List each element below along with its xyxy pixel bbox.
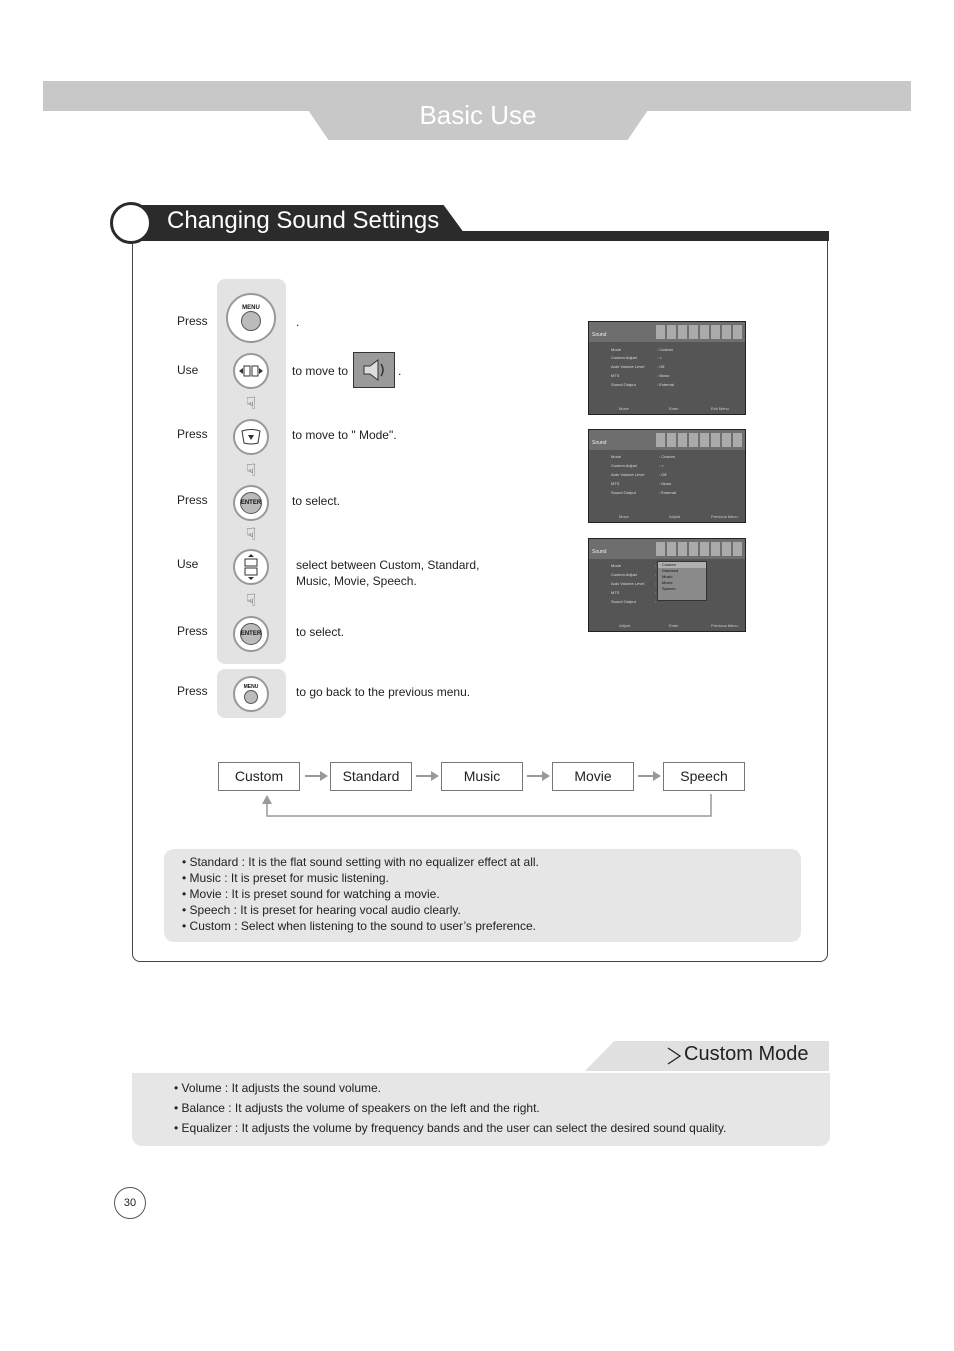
mode-box-music: Music xyxy=(441,762,523,791)
page-number: 30 xyxy=(114,1187,146,1219)
osd-screen-2 xyxy=(588,429,746,523)
up-down-button-icon xyxy=(233,549,269,585)
menu-button-knob xyxy=(244,690,258,704)
osd-row-label: Sound Output xyxy=(611,382,636,387)
osd-row-label: Custom Adjust xyxy=(611,463,637,468)
osd-row-value: : External xyxy=(659,490,676,495)
note-item: • Standard : It is the flat sound setting with no equalizer effect at all. xyxy=(182,855,539,869)
step-3-text: to move to " Mode". xyxy=(292,428,397,442)
note-item: • Music : It is preset for music listening. xyxy=(182,871,389,885)
osd-row-value: : Off xyxy=(657,364,665,369)
menu-button-icon xyxy=(226,293,276,343)
step-3-label: Press xyxy=(177,427,208,441)
custom-item: • Equalizer : It adjusts the volume by frequency bands and the user can select the desired sound quality. xyxy=(174,1121,727,1135)
mode-box-custom: Custom xyxy=(218,762,300,791)
osd-screen-3 xyxy=(588,538,746,632)
osd-row-label: MTS xyxy=(611,481,620,486)
menu-button-icon xyxy=(233,676,269,712)
osd-row-value: : Mono xyxy=(659,481,672,486)
osd-popup-option: Standard xyxy=(662,568,679,573)
osd-mode-popup xyxy=(657,561,707,601)
step-6-text: to select. xyxy=(296,625,345,639)
note-item: • Custom : Select when listening to the sound to user’s preference. xyxy=(182,919,536,933)
custom-item: • Balance : It adjusts the volume of speakers on the left and the right. xyxy=(174,1101,540,1115)
note-item: • Speech : It is preset for hearing vocal audio clearly. xyxy=(182,903,461,917)
menu-button-knob xyxy=(241,311,261,331)
chevron-right-icon xyxy=(666,1046,682,1066)
step-6-label: Press xyxy=(177,624,208,638)
hand-pointer-icon: ☟ xyxy=(245,591,257,610)
osd-popup-option: Music xyxy=(662,574,673,579)
mode-loop-arrow xyxy=(258,792,718,820)
osd-row-label: Mode xyxy=(611,563,622,568)
osd-row-value: : xyxy=(655,563,657,568)
step-2-text-after: . xyxy=(398,364,402,378)
mode-flow-arrows xyxy=(300,762,680,792)
page-title: Basic Use xyxy=(419,100,537,130)
step-7-label: Press xyxy=(177,684,208,698)
osd-row-value: : Custom xyxy=(659,454,676,459)
osd-row-value: : Off xyxy=(659,472,667,477)
step-1-text: . xyxy=(296,315,300,329)
custom-mode-list xyxy=(174,1078,726,1138)
step-5-label: Use xyxy=(177,557,199,571)
osd-title: Sound xyxy=(592,332,607,338)
osd-menu-icons xyxy=(656,542,742,556)
osd-row-label: Auto Volume Level xyxy=(611,472,645,477)
osd-popup-option: Custom xyxy=(658,562,706,568)
osd-row-label: Auto Volume Level xyxy=(611,581,645,586)
custom-item: • Volume : It adjusts the sound volume. xyxy=(174,1081,381,1095)
osd-row-label: Custom Adjust xyxy=(611,572,637,577)
osd-row-label: MTS xyxy=(611,373,620,378)
mode-box-speech: Speech xyxy=(663,762,745,791)
step-2-text: to move to xyxy=(292,364,349,378)
enter-button-label: ENTER xyxy=(240,623,262,645)
osd-row-value: : > xyxy=(659,463,664,468)
hand-pointer-icon: ☟ xyxy=(245,461,257,480)
left-right-button-icon xyxy=(233,353,269,389)
left-right-arrows-icon xyxy=(237,363,265,379)
note-item: • Movie : It is preset sound for watching a movie. xyxy=(182,887,440,901)
hand-pointer-icon: ☟ xyxy=(245,394,257,413)
osd-title: Sound xyxy=(592,440,607,446)
osd-footer: Adjust Enter Previous Menu xyxy=(619,623,738,628)
step-1-label: Press xyxy=(177,314,208,328)
osd-popup-option: Movie xyxy=(662,580,673,585)
osd-row-label: Sound Output xyxy=(611,599,636,604)
menu-button-label: MENU xyxy=(243,684,259,690)
up-down-arrows-icon xyxy=(241,553,261,581)
section-circle-icon xyxy=(110,202,152,244)
osd-row-label: Mode xyxy=(611,454,622,459)
osd-row-value: : xyxy=(655,572,657,577)
osd-row-label: Mode xyxy=(611,347,622,352)
step-2-label: Use xyxy=(177,363,199,377)
custom-mode-title: Custom Mode xyxy=(684,1043,809,1065)
osd-row-value: : Mono xyxy=(657,373,670,378)
osd-menu-icons xyxy=(656,325,742,339)
osd-footer: Move Enter Exit Menu xyxy=(619,406,729,411)
osd-row-value: : > xyxy=(657,355,662,360)
step-4-text: to select. xyxy=(292,494,341,508)
mode-box-standard: Standard xyxy=(330,762,412,791)
enter-button-icon xyxy=(233,485,269,521)
osd-popup-option: Speech xyxy=(662,586,676,591)
step-5-text: select between Custom, Standard, xyxy=(296,558,480,572)
osd-row-label: Custom Adjust xyxy=(611,355,637,360)
osd-row-value: : xyxy=(655,581,657,586)
osd-row-label: Auto Volume Level xyxy=(611,364,645,369)
osd-menu-icons xyxy=(656,433,742,447)
down-arrow-icon xyxy=(240,428,262,446)
osd-row-value: : xyxy=(655,599,657,604)
osd-row-value: : xyxy=(655,590,657,595)
sound-menu-icon xyxy=(353,352,395,388)
osd-row-value: : Custom xyxy=(657,347,674,352)
step-4-label: Press xyxy=(177,493,208,507)
step-5-text-2: Music, Movie, Speech. xyxy=(296,574,417,588)
osd-title: Sound xyxy=(592,549,607,555)
enter-button-icon xyxy=(233,616,269,652)
mode-notes-list xyxy=(182,854,539,934)
osd-footer: Move Adjust Previous Menu xyxy=(619,514,738,519)
enter-button-label: ENTER xyxy=(240,492,262,514)
hand-pointer-icon: ☟ xyxy=(245,525,257,544)
mode-box-movie: Movie xyxy=(552,762,634,791)
osd-row-label: MTS xyxy=(611,590,620,595)
step-7-text: to go back to the previous menu. xyxy=(296,685,471,699)
menu-button-label: MENU xyxy=(242,305,260,311)
osd-row-label: Sound Output xyxy=(611,490,636,495)
osd-row-value: : External xyxy=(657,382,674,387)
down-button-icon xyxy=(233,419,269,455)
section-title: Changing Sound Settings xyxy=(167,207,440,234)
osd-screen-1 xyxy=(588,321,746,415)
